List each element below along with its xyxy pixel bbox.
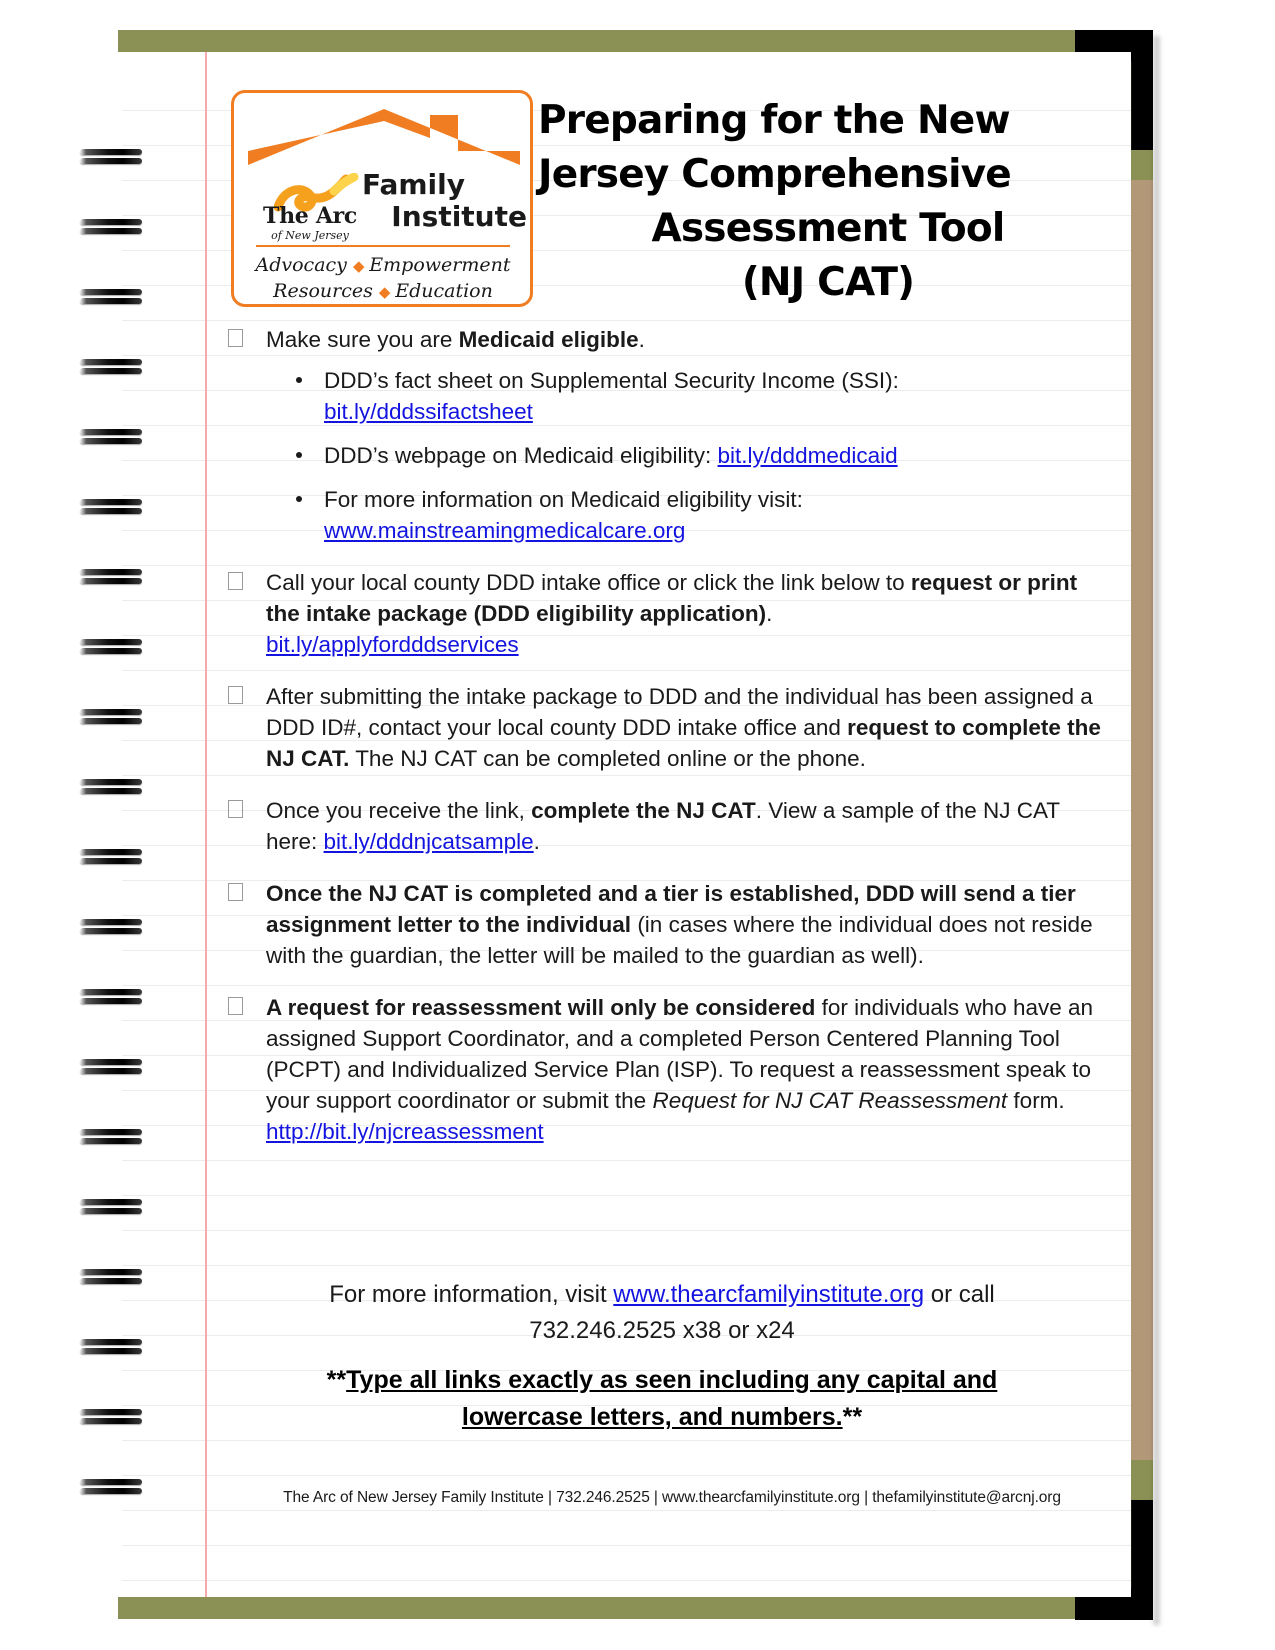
more-info-before: For more information, visit <box>329 1281 614 1308</box>
tagline-resources: Resources <box>273 280 373 302</box>
tagline-empowerment: Empowerment <box>369 254 511 276</box>
item-bold: request or print the intake package (DDD eligibility application) <box>266 570 1078 626</box>
link[interactable]: bit.ly/dddmedicaid <box>717 443 898 468</box>
checkbox-icon[interactable] <box>228 883 243 901</box>
item-text-before: Call your local county DDD intake office or click the link below to <box>266 570 911 595</box>
link[interactable]: http://bit.ly/njcreassessment <box>266 1119 544 1144</box>
link[interactable]: bit.ly/dddnjcatsample <box>323 829 534 854</box>
logo-family-line1: Family <box>362 168 466 201</box>
item-text-mid: . View a sample of the NJ CAT here: <box>266 798 1060 854</box>
checklist-item <box>222 795 1102 857</box>
notebook-cover-bottom-band <box>118 1597 1153 1619</box>
logo-divider <box>256 245 510 247</box>
page-shadow-right <box>1153 36 1160 1625</box>
checkbox-icon[interactable] <box>228 572 243 590</box>
item-bold: complete the NJ CAT <box>531 798 756 823</box>
more-info-after: or call <box>924 1281 995 1308</box>
warning-line-2: lowercase letters, and numbers. <box>461 1403 843 1431</box>
item-bold-lead: Once the NJ CAT is completed and a tier is established, DDD will send a tier assignment letter to the individual <box>266 881 1076 937</box>
item-text-after: The NJ CAT can be completed online or the phone. <box>349 746 866 771</box>
page-footer: The Arc of New Jersey Family Institute | 732.246.2525 | www.thearcfamilyinstitute.org | thefamilyinstitute@arcnj.org <box>283 1489 1061 1506</box>
item-text-before: Make sure you are <box>266 327 459 352</box>
arc-subtitle: of New Jersey <box>271 229 349 242</box>
list-item <box>266 365 1102 427</box>
logo-family-line2: Institute <box>391 200 527 233</box>
warning-suffix: ** <box>842 1403 863 1431</box>
sub-list <box>266 365 1102 546</box>
warning-line-1: Type all links exactly as seen including any capital and <box>346 1366 998 1394</box>
item-bold-lead: A request for reassessment will only be considered <box>266 995 816 1020</box>
item-text-after: (in cases where the individual does not reside with the guardian, the letter will be mailed to the guardian as well). <box>266 912 1093 968</box>
warning-prefix: ** <box>326 1366 347 1394</box>
item-text-after: for individuals who have an assigned Support Coordinator, and a completed Person Centered Planning Tool (PCPT) and Individualized Service Plan (ISP). To request a reassessment speak to your support coordinator or submit the <box>266 995 1094 1113</box>
item-bold: Medicaid eligible <box>458 327 639 352</box>
item-text-after: . <box>638 327 645 352</box>
list-item <box>266 484 1102 546</box>
checkbox-icon[interactable] <box>228 329 243 347</box>
diamond-bullet-icon-2: ◆ <box>378 283 396 301</box>
checklist-item <box>222 567 1102 660</box>
page-title <box>538 94 1118 310</box>
item-text-after: . <box>766 601 773 626</box>
item-italic: Request for NJ CAT Reassessment <box>652 1088 1008 1113</box>
sub-item-text: For more information on Medicaid eligibility visit: <box>324 487 803 512</box>
checklist-item <box>222 681 1102 774</box>
title-line-3: Assessment Tool <box>651 206 1005 251</box>
checkbox-icon[interactable] <box>228 997 243 1015</box>
title-line-4: (NJ CAT) <box>741 260 915 305</box>
phone-number: 732.246.2525 x38 or x24 <box>529 1317 795 1344</box>
family-institute-wordmark <box>362 169 527 233</box>
document-header <box>118 52 1131 312</box>
link[interactable]: bit.ly/dddssifactsheet <box>324 399 533 424</box>
checklist-item <box>222 878 1102 971</box>
item-text-before: Once you receive the link, <box>266 798 532 823</box>
item-bold: request to complete the NJ CAT. <box>266 715 1101 771</box>
page-content <box>118 52 1131 1597</box>
checklist-item <box>222 324 1102 546</box>
checkbox-icon[interactable] <box>228 800 243 818</box>
link[interactable]: www.mainstreamingmedicalcare.org <box>324 518 686 543</box>
diamond-bullet-icon: ◆ <box>352 257 370 275</box>
checklist-item <box>222 992 1102 1147</box>
house-roof-icon <box>248 109 520 167</box>
notebook-cover-right-tan <box>1131 180 1153 1460</box>
title-line-1: Preparing for the New <box>538 98 1010 143</box>
link[interactable]: bit.ly/applyfordddservices <box>266 632 519 657</box>
sub-item-text: DDD’s webpage on Medicaid eligibility: <box>324 443 718 468</box>
checklist <box>222 324 1102 1168</box>
logo-tagline <box>248 253 518 305</box>
website-link[interactable]: www.thearcfamilyinstitute.org <box>613 1281 925 1308</box>
item-text-after: . <box>533 829 540 854</box>
links-warning-note <box>222 1362 1102 1436</box>
bullet-icon <box>296 377 302 383</box>
item-text-before: After submitting the intake package to DDD and the individual has been assigned a DDD ID#, contact your local county DDD intake office and <box>266 684 1093 740</box>
title-line-2: Jersey Comprehensive <box>538 152 1011 197</box>
bullet-icon <box>296 496 302 502</box>
tagline-advocacy: Advocacy <box>255 254 347 276</box>
checkbox-icon[interactable] <box>228 686 243 704</box>
arc-family-institute-logo <box>231 90 533 307</box>
more-information-block <box>222 1277 1102 1349</box>
list-item <box>266 440 1102 471</box>
notebook-cover-top-band <box>118 30 1153 52</box>
tagline-education: Education <box>395 280 493 302</box>
bullet-icon <box>296 452 302 458</box>
item-text-after-2: form. <box>1007 1088 1065 1113</box>
arc-wordmark: The Arc <box>263 203 357 229</box>
sub-item-text: DDD’s fact sheet on Supplemental Security Income (SSI): <box>324 368 899 393</box>
